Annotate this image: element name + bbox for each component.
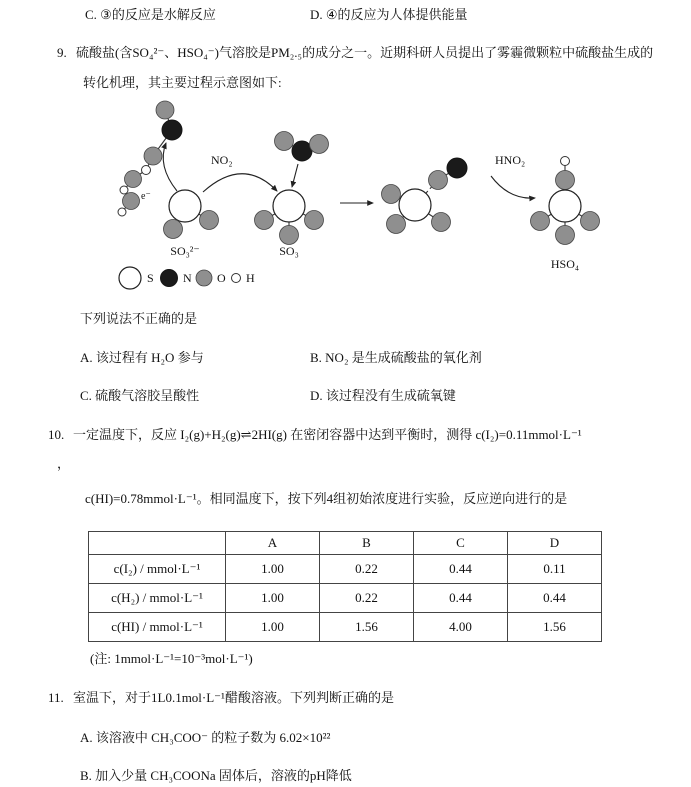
oxygen-atom — [387, 215, 406, 234]
q10-stem-line2: c(HI)=0.78mmol·L⁻¹。相同温度下，按下列4组初始浓度进行实验，反应逆向进行的是 — [85, 491, 568, 506]
oxygen-atom — [531, 212, 550, 231]
table-corner-cell — [89, 532, 226, 555]
sulfur-atom — [169, 190, 201, 222]
oxygen-atom — [429, 171, 448, 190]
row-label: c(I₂) / mmol·L⁻¹ — [89, 555, 226, 584]
so3-cluster — [255, 132, 329, 259]
no2-label: NO₂ — [211, 153, 233, 167]
mechanism-diagram — [105, 98, 625, 298]
q9-stem-line1: 硫酸盐(含SO₄²⁻、HSO₄⁻)气溶胶是PM₂.₅的成分之一。近期科研人员提出了雾霾微颗粒中硫酸盐生成的 — [76, 45, 654, 60]
q11-option-b: B. 加入少量 CH₃COONa 固体后，溶液的pH降低 — [80, 768, 352, 783]
hydrogen-atom — [561, 157, 570, 166]
sulfur-atom — [273, 190, 305, 222]
hydrogen-legend-icon — [232, 274, 241, 283]
table-cell: 0.11 — [508, 555, 602, 584]
table-header: C — [414, 532, 508, 555]
legend-n-label: N — [183, 271, 192, 285]
oxygen-atom — [144, 147, 162, 165]
oxygen-atom — [125, 171, 142, 188]
hno2-label: HNO₂ — [495, 153, 526, 167]
oxygen-atom — [382, 185, 401, 204]
no-attack-arrow — [292, 164, 298, 187]
oxygen-legend-icon — [196, 270, 212, 286]
q11-option-a: A. 该溶液中 CH₃COO⁻ 的粒子数为 6.02×10²² — [80, 730, 331, 745]
hydrogen-atom — [142, 166, 151, 175]
table-cell: 0.44 — [414, 555, 508, 584]
q9-number: 9. — [57, 45, 67, 60]
q9-stem-line2: 转化机理，其主要过程示意图如下: — [83, 75, 282, 90]
nitrogen-atom — [292, 141, 312, 161]
table-cell: 1.56 — [320, 613, 414, 642]
table-row — [89, 613, 602, 642]
oxygen-atom — [556, 171, 575, 190]
hso4-label: HSO₄ — [550, 257, 580, 271]
oxygen-atom — [200, 211, 219, 230]
legend-h-label: H — [246, 271, 255, 285]
sulfur-atom — [549, 190, 581, 222]
table-cell: 4.00 — [414, 613, 508, 642]
prev-option-c: C. ③的反应是水解反应 — [85, 7, 216, 22]
q11-number: 11. — [48, 690, 64, 705]
q9-option-b: B. NO₂ 是生成硫酸盐的氧化剂 — [310, 350, 482, 365]
so3-label: SO₃ — [279, 244, 299, 258]
table-cell: 0.44 — [414, 584, 508, 613]
oxygen-atom — [581, 212, 600, 231]
q10-stem-line1: 一定温度下，反应 I₂(g)+H₂(g)⇌2HI(g) 在密闭容器中达到平衡时，测得 c(I₂)=0.11mmol·L⁻¹ — [73, 427, 582, 442]
q11-stem: 室温下，对于1L0.1mol·L⁻¹醋酸溶液。下列判断正确的是 — [73, 690, 394, 705]
table-row — [89, 555, 602, 584]
table-header: D — [508, 532, 602, 555]
electron-transfer-arrow — [163, 143, 177, 191]
oxygen-atom — [280, 226, 299, 245]
hso4-cluster — [531, 157, 600, 272]
sulfur-atom — [399, 189, 431, 221]
so3-2minus-label: SO₃²⁻ — [170, 244, 200, 258]
table-cell: 1.00 — [226, 613, 320, 642]
table-cell: 1.00 — [226, 584, 320, 613]
q9-option-d: D. 该过程没有生成硫氧键 — [310, 388, 456, 403]
table-header-row — [89, 532, 602, 555]
table-cell: 0.44 — [508, 584, 602, 613]
q10-note: (注: 1mmol·L⁻¹=10⁻³mol·L⁻¹) — [90, 651, 253, 666]
q9-option-c: C. 硫酸气溶胶呈酸性 — [80, 388, 200, 403]
intermediate-cluster — [382, 158, 468, 234]
table-cell: 0.22 — [320, 584, 414, 613]
oxygen-atom — [164, 220, 183, 239]
table-row — [89, 584, 602, 613]
concentration-table — [88, 531, 602, 642]
q9-option-a: A. 该过程有 H₂O 参与 — [80, 350, 204, 365]
hydrogen-atom — [120, 186, 128, 194]
table-cell: 0.22 — [320, 555, 414, 584]
no2-attack-arrow — [203, 174, 277, 192]
table-cell: 1.00 — [226, 555, 320, 584]
q10-stem-comma: ， — [57, 456, 71, 471]
legend-s-label: S — [147, 271, 154, 285]
q9-question: 下列说法不正确的是 — [80, 311, 198, 326]
oxygen-atom — [156, 101, 174, 119]
nitrogen-legend-icon — [161, 270, 178, 287]
oxygen-atom — [255, 211, 274, 230]
q10-number: 10. — [48, 427, 65, 442]
hno2-release-arrow — [491, 176, 535, 198]
prev-option-d: D. ④的反应为人体提供能量 — [310, 7, 468, 22]
table-header: B — [320, 532, 414, 555]
table-header: A — [226, 532, 320, 555]
legend-o-label: O — [217, 271, 226, 285]
row-label: c(HI) / mmol·L⁻¹ — [89, 613, 226, 642]
oxygen-atom — [305, 211, 324, 230]
oxygen-atom — [310, 135, 329, 154]
oxygen-atom — [123, 193, 140, 210]
atom-legend — [119, 267, 255, 289]
electron-label: e⁻ — [141, 191, 151, 202]
sulfite-cluster — [118, 101, 219, 258]
nitrogen-atom — [447, 158, 467, 178]
sulfur-legend-icon — [119, 267, 141, 289]
table-cell: 1.56 — [508, 613, 602, 642]
oxygen-atom — [432, 213, 451, 232]
oxygen-atom — [556, 226, 575, 245]
oxygen-atom — [275, 132, 294, 151]
hydrogen-atom — [118, 208, 126, 216]
nitrogen-atom — [162, 120, 182, 140]
row-label: c(H₂) / mmol·L⁻¹ — [89, 584, 226, 613]
